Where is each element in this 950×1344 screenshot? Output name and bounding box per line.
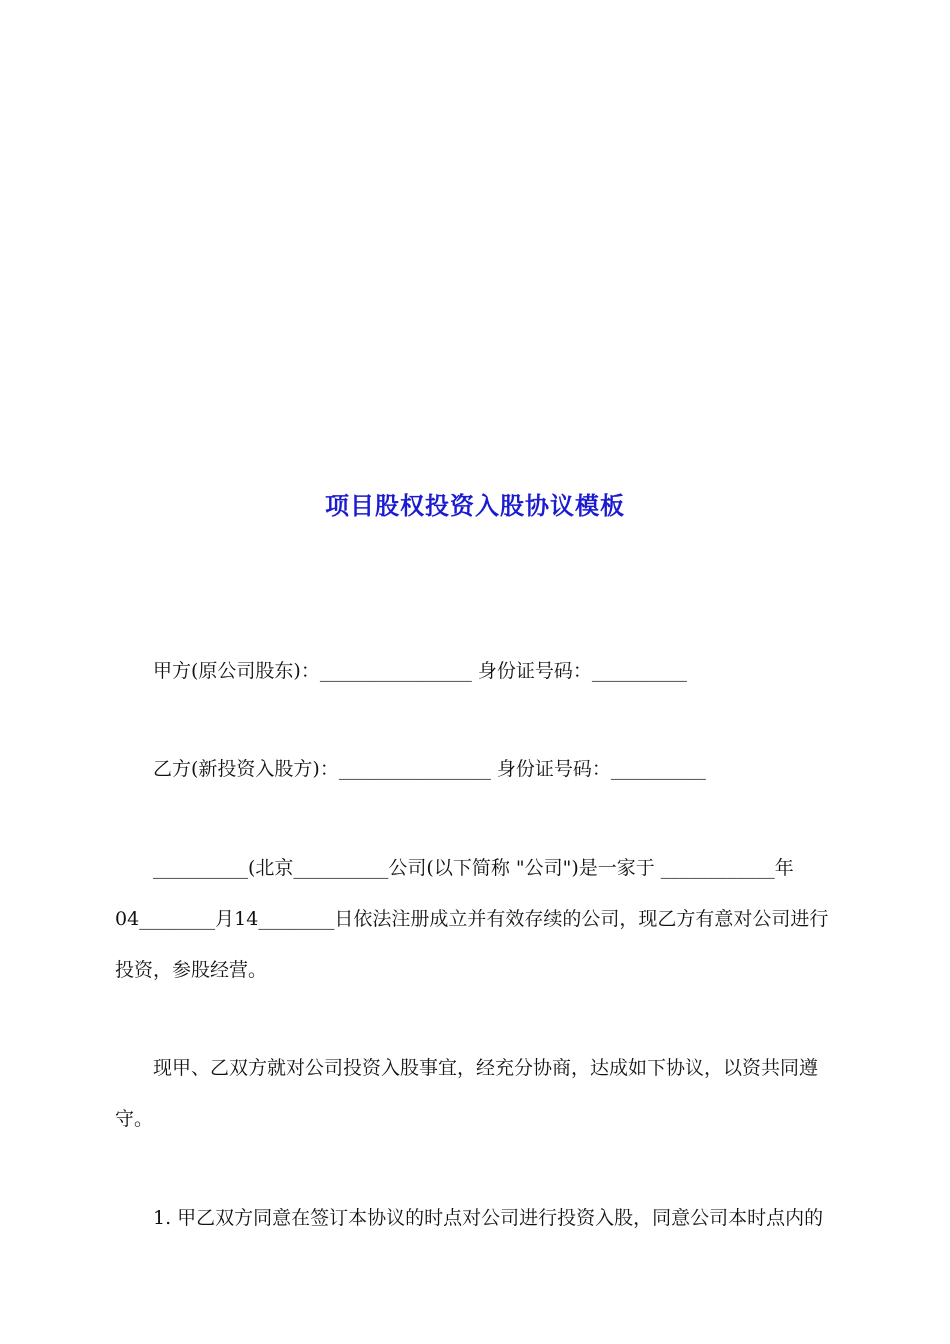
document-title: 项目股权投资入股协议模板 — [325, 492, 625, 520]
company-paragraph-line-3: 投资，参股经营。 — [115, 959, 268, 981]
party-b-line: 乙方(新投资入股方)：________________ 身份证号码：__________ — [153, 758, 706, 780]
clause-1-line-1: 1. 甲乙双方同意在签订本协议的时点对公司进行投资入股，同意公司本时点内的 — [153, 1207, 824, 1229]
agreement-paragraph-line-2: 守。 — [115, 1108, 154, 1130]
party-a-line: 甲方(原公司股东)：________________ 身份证号码：__________ — [153, 660, 687, 682]
company-paragraph-line-1: __________(北京__________公司(以下简称 "公司")是一家于 ____________年 — [153, 857, 794, 879]
agreement-paragraph-line-1: 现甲、乙双方就对公司投资入股事宜，经充分协商，达成如下协议，以资共同遵 — [153, 1057, 819, 1079]
company-paragraph-line-2: 04________月14________日依法注册成立并有效存续的公司，现乙方有意对公司进行 — [115, 908, 829, 930]
